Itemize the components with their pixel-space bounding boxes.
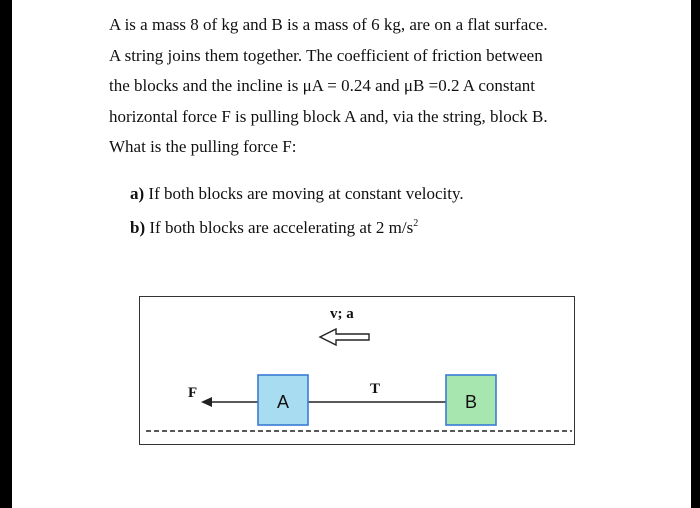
problem-line-3: the blocks and the incline is μA = 0.24 and μB =0.2 A constant (109, 76, 535, 95)
diagram-svg (140, 297, 574, 444)
velocity-arrow-icon (320, 329, 369, 345)
part-b-text: If both blocks are accelerating at 2 m/s (145, 218, 414, 237)
block-a-label: A (276, 392, 290, 412)
problem-line-1: A is a mass 8 of kg and B is a mass of 6 kg, are on a flat surface. (109, 15, 548, 34)
part-b-label: b) (130, 218, 146, 237)
blocks-diagram (139, 296, 575, 445)
force-arrow-icon (201, 397, 212, 407)
block-b-label: B (464, 392, 478, 412)
force-label: F (188, 385, 198, 401)
problem-line-5: What is the pulling force F: (109, 137, 297, 156)
part-a-text: If both blocks are moving at constant velocity. (144, 184, 464, 203)
velocity-label: v; a (330, 306, 354, 322)
problem-statement (109, 10, 609, 163)
problem-line-2: A string joins them together. The coefficient of friction between (109, 45, 543, 65)
part-b (130, 218, 418, 238)
part-b-exponent: 2 (413, 218, 419, 229)
problem-line-4: horizontal force F is pulling block A and, via the string, block B. (109, 106, 548, 126)
problem-page (12, 0, 691, 508)
part-a-label: a) (130, 184, 145, 203)
part-a (130, 184, 464, 204)
tension-label: T (370, 381, 381, 397)
